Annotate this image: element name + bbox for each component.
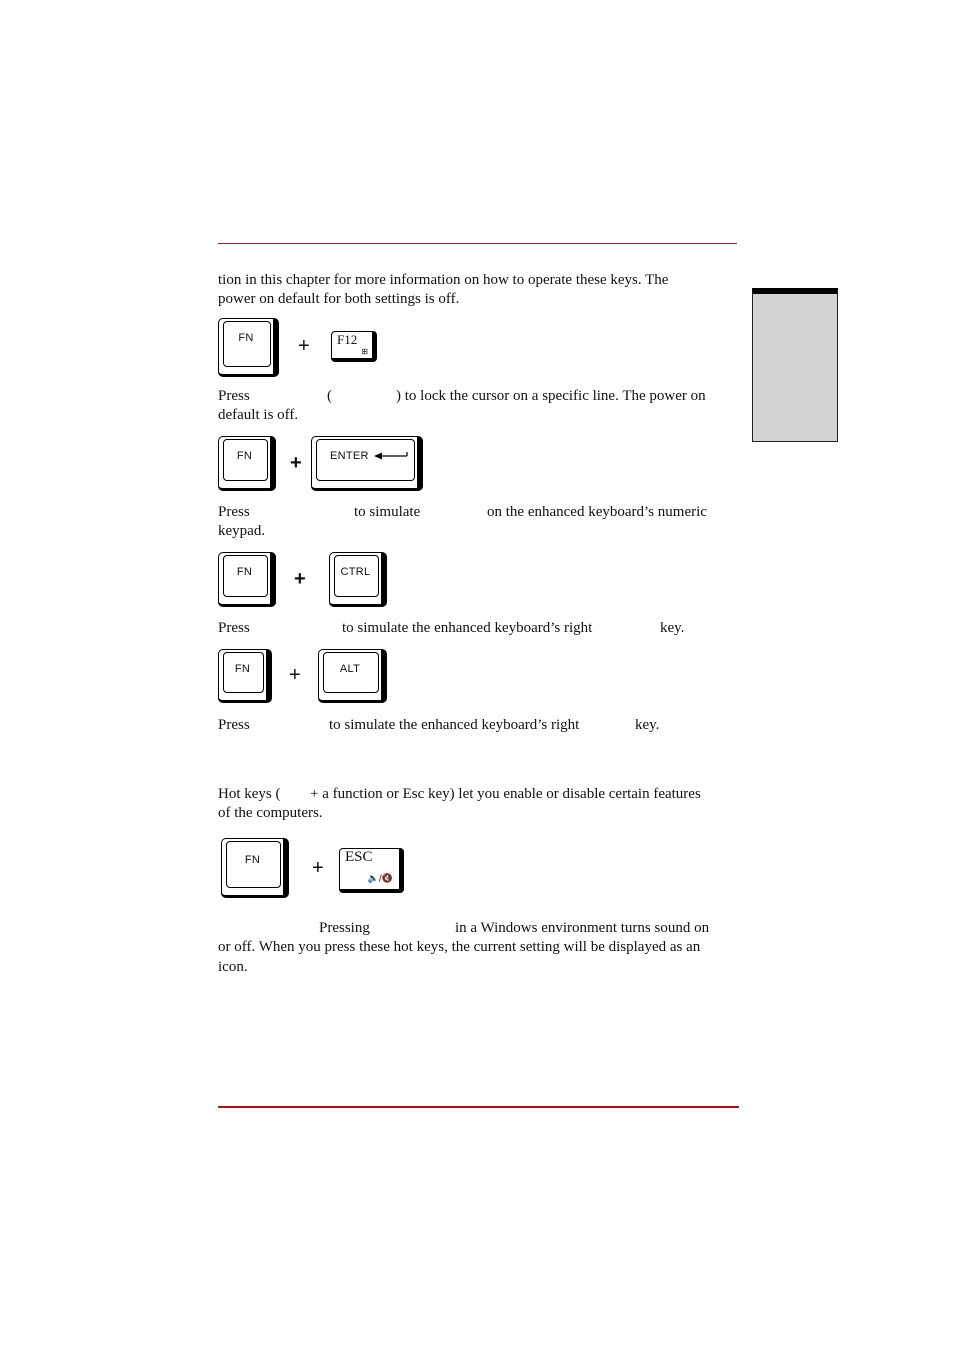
header-rule: [218, 243, 737, 244]
fn-key-icon: FN: [218, 436, 276, 491]
paragraph-line: tion in this chapter for more information on how to operate these keys. The: [218, 272, 669, 288]
paragraph-segment: key.: [635, 717, 660, 733]
paragraph-segment: to simulate the enhanced keyboard’s right: [329, 717, 580, 733]
paragraph-segment: Press: [218, 620, 250, 636]
plus-sign: +: [290, 452, 302, 474]
paragraph-segment: to simulate: [354, 504, 421, 520]
ctrl-key-icon: CTRL: [329, 552, 387, 607]
fn-key-icon: FN: [218, 649, 272, 703]
paragraph-line: power on default for both settings is off.: [218, 291, 460, 307]
paragraph-segment: Hot keys (: [218, 786, 281, 802]
paragraph-segment: + a function or Esc key) let you enable or disable certain features: [310, 786, 701, 802]
paragraph-segment: in a Windows environment turns sound on: [455, 920, 710, 936]
paragraph-segment: to simulate the enhanced keyboard’s right: [342, 620, 593, 636]
paragraph-line: or off. When you press these hot keys, the current setting will be displayed as an: [218, 939, 701, 955]
paragraph-segment: Press: [218, 504, 250, 520]
paragraph-line: icon.: [218, 959, 248, 975]
fn-key-icon: FN: [221, 838, 289, 898]
alt-key-icon: ALT: [318, 649, 387, 703]
paragraph-line: keypad.: [218, 523, 266, 539]
enter-key-icon: ENTER: [311, 436, 423, 491]
paragraph-segment: Press: [218, 717, 250, 733]
fn-key-icon: FN: [218, 552, 276, 607]
plus-sign: +: [298, 335, 310, 357]
paragraph-segment: Press: [218, 388, 250, 404]
paragraph-line: of the computers.: [218, 805, 323, 821]
esc-key-icon: ESC 🔈/🔇: [339, 848, 404, 893]
paragraph-segment: on the enhanced keyboard’s numeric: [487, 504, 707, 520]
fn-key-icon: FN: [218, 318, 279, 377]
paragraph-segment: (: [327, 388, 332, 404]
plus-sign: +: [289, 664, 301, 686]
paragraph-segment: Pressing: [319, 920, 370, 936]
return-arrow-icon: [374, 451, 408, 461]
paragraph-segment: key.: [660, 620, 685, 636]
chapter-side-tab: [752, 288, 838, 442]
plus-sign: +: [294, 568, 306, 590]
speaker-mute-icon: 🔈/🔇: [367, 874, 393, 884]
f12-key-icon: F12 ⊞: [331, 331, 377, 362]
paragraph-line: default is off.: [218, 407, 299, 423]
plus-sign: +: [312, 857, 324, 879]
paragraph-segment: ) to lock the cursor on a specific line. The power on: [396, 388, 706, 404]
footer-rule: [218, 1106, 739, 1108]
